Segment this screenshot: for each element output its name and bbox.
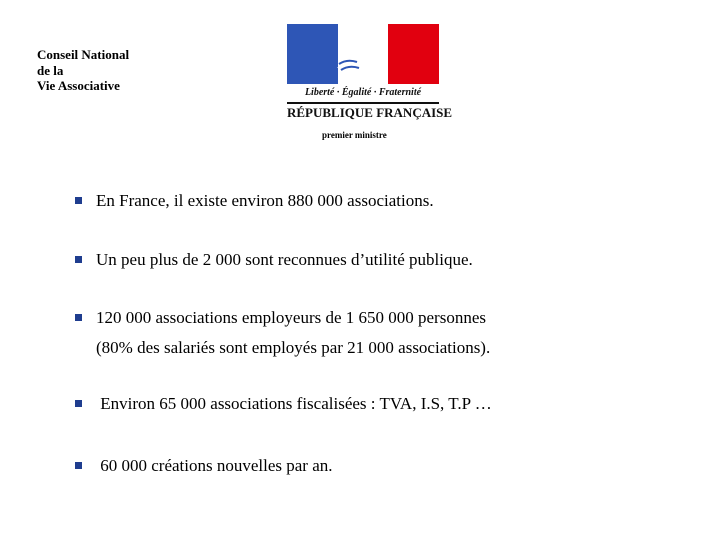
bullet-item bbox=[75, 451, 333, 481]
marianne-flag-icon bbox=[287, 24, 439, 84]
org-line-3: Vie Associative bbox=[37, 78, 120, 93]
square-bullet-icon bbox=[75, 400, 82, 407]
bullet-text: 60 000 créations nouvelles par an. bbox=[96, 456, 333, 475]
square-bullet-icon bbox=[75, 462, 82, 469]
bullet-text: Environ 65 000 associations fiscalisées : TVA, I.S, T.P … bbox=[96, 394, 492, 413]
logo-republique-francaise: RÉPUBLIQUE FRANÇAISE bbox=[287, 102, 439, 121]
bullet-item bbox=[75, 245, 473, 275]
bullet-item bbox=[75, 186, 434, 216]
bullet-text: 120 000 associations employeurs de 1 650 000 personnes bbox=[96, 308, 486, 327]
square-bullet-icon bbox=[75, 314, 82, 321]
bullet-text-continued: (80% des salariés sont employés par 21 000 associations). bbox=[96, 338, 491, 357]
bullet-text: En France, il existe environ 880 000 associations. bbox=[96, 191, 434, 210]
bullet-item bbox=[75, 389, 492, 419]
logo-motto: Liberté · Égalité · Fraternité bbox=[304, 87, 422, 98]
square-bullet-icon bbox=[75, 256, 82, 263]
republique-francaise-logo bbox=[287, 24, 453, 120]
bullet-text: Un peu plus de 2 000 sont reconnues d’utilité publique. bbox=[96, 250, 473, 269]
organization-name bbox=[37, 47, 129, 94]
bullet-item bbox=[75, 303, 490, 363]
org-line-2: de la bbox=[37, 62, 64, 78]
org-line-1: Conseil National bbox=[37, 47, 130, 62]
square-bullet-icon bbox=[75, 197, 82, 204]
premier-ministre-label: premier ministre bbox=[322, 130, 387, 140]
